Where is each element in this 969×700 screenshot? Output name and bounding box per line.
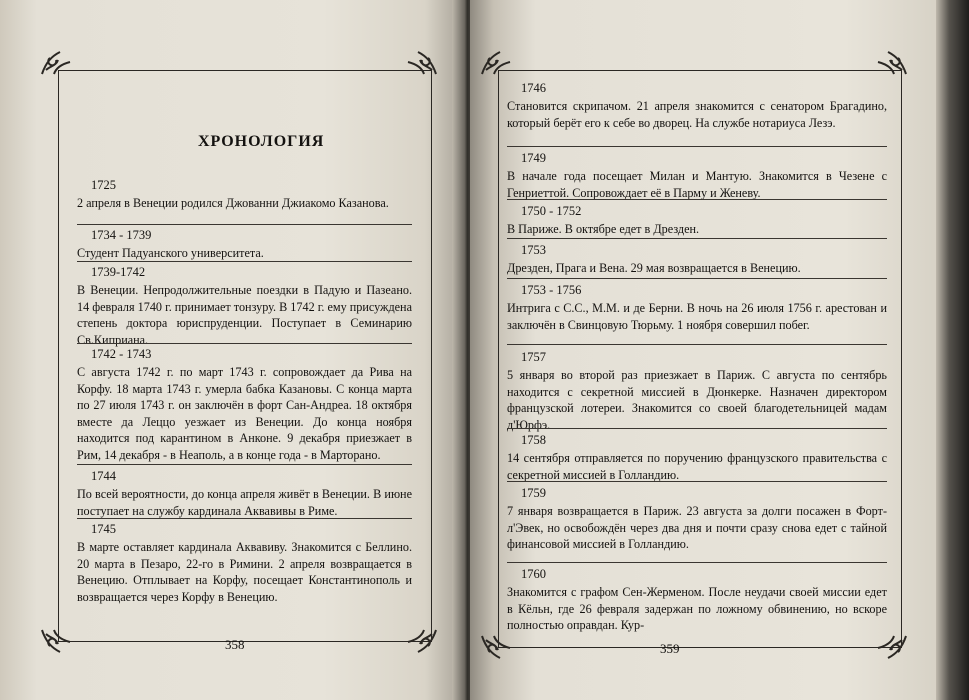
entry-text: В Париже. В октябре едет в Дрезден. [507, 222, 700, 236]
entry-year: 1739-1742 [91, 265, 146, 279]
flourish-ornament-icon [872, 48, 908, 76]
flourish-ornament-icon [40, 628, 76, 656]
entry-year: 1742 - 1743 [91, 347, 152, 361]
entry-year: 1760 [521, 567, 546, 581]
page-number: 359 [660, 641, 680, 656]
entry-divider [507, 146, 887, 147]
entry-divider [507, 344, 887, 345]
entry-text: 2 апреля в Венеции родился Джованни Джиакомо Казанова. [77, 196, 389, 210]
chronology-entry [77, 227, 412, 262]
book-edge [936, 0, 969, 700]
chronology-entry [77, 177, 412, 212]
entry-year: 1749 [521, 151, 546, 165]
chronology-entry [507, 150, 887, 201]
entry-divider [507, 481, 887, 482]
entry-text: Становится скрипачом. 21 апреля знакомится с сенатором Брагадино, который берёт его к себе во дворец. На службе нотариуса Лезэ. [507, 99, 887, 130]
flourish-ornament-icon [480, 48, 516, 76]
entry-text: С августа 1742 г. по март 1743 г. сопровождает да Рива на Корфу. 18 марта 1743 г. умерла бабка Казановы. С конца марта по 27 июля 1743 г. он заключён в форт Сан-Андреа. 18 октября вместе да Леццо уезжает из Венеции. До конца ноября находится под карантином в Анконе. 9 декабря приезжает в Рим, 14 декабря - в Неаполь, а в конце года - в Марторано. [77, 365, 412, 462]
entry-year: 1744 [91, 469, 116, 483]
page-number: 358 [225, 637, 245, 652]
entry-year: 1750 - 1752 [521, 204, 582, 218]
entry-divider [77, 518, 412, 519]
chronology-entry [77, 346, 412, 464]
entry-divider [77, 261, 412, 262]
chronology-entry [507, 242, 887, 277]
flourish-ornament-icon [402, 48, 438, 76]
left-page [0, 0, 462, 700]
entry-divider [507, 428, 887, 429]
chronology-entry [77, 521, 412, 605]
right-page [470, 0, 938, 700]
chronology-entry [77, 468, 412, 519]
chronology-entry [507, 485, 887, 553]
entry-divider [77, 464, 412, 465]
page-title: ХРОНОЛОГИЯ [198, 133, 325, 150]
entry-year: 1758 [521, 433, 546, 447]
flourish-ornament-icon [872, 634, 908, 662]
entry-text: 14 сентября отправляется по поручению французского правительства с секретной миссией в Голландию. [507, 451, 887, 482]
entry-divider [507, 278, 887, 279]
entry-year: 1745 [91, 522, 116, 536]
entry-text: По всей вероятности, до конца апреля живёт в Венеции. В июне поступает на службу кардинала Аквавивы в Риме. [77, 487, 412, 518]
chronology-entry [507, 432, 887, 483]
entry-year: 1759 [521, 486, 546, 500]
entry-text: В Венеции. Непродолжительные поездки в Падую и Пазеано. 14 февраля 1740 г. принимает тонзуру. В 1742 г. ему присуждена степень доктора юриспруденции. Поступает в Семинарию Св.Киприана. [77, 283, 412, 347]
entry-text: В начале года посещает Милан и Мантую. Знакомится в Чезене с Генриеттой. Сопровождает её в Парму и Женеву. [507, 169, 887, 200]
entry-divider [77, 343, 412, 344]
flourish-ornament-icon [480, 634, 516, 662]
entry-year: 1757 [521, 350, 546, 364]
entry-year: 1734 - 1739 [91, 228, 152, 242]
entry-text: Дрезден, Прага и Вена. 29 мая возвращается в Венецию. [507, 261, 801, 275]
chronology-entry [507, 566, 887, 634]
entry-year: 1725 [91, 178, 116, 192]
chronology-entry [507, 80, 887, 131]
chronology-entry [507, 349, 887, 433]
entry-divider [507, 238, 887, 239]
entry-text: Интрига с С.С., М.М. и де Берни. В ночь на 26 июля 1756 г. арестован и заключён в Свинцовую Тюрьму. 1 ноября совершил побег. [507, 301, 887, 332]
flourish-ornament-icon [40, 48, 76, 76]
chronology-entry [507, 282, 887, 333]
chronology-entry [77, 264, 412, 348]
entry-year: 1753 [521, 243, 546, 257]
chronology-entry [507, 203, 887, 238]
entry-year: 1746 [521, 81, 546, 95]
entry-text: Студент Падуанского университета. [77, 246, 264, 260]
entry-divider [507, 562, 887, 563]
flourish-ornament-icon [402, 628, 438, 656]
entry-text: В марте оставляет кардинала Аквавиву. Знакомится с Беллино. 20 марта в Пезаро, 22-го в Римини. 2 апреля возвращается в Венецию. Отплывает на Корфу, посещает Константинополь и возвращается через Корфу в Венецию. [77, 540, 412, 604]
entry-divider [507, 199, 887, 200]
entry-text: Знакомится с графом Сен-Жерменом. После неудачи своей миссии едет в Кёльн, где 26 февраля задержан по ложному обвинению, но вскоре полностью оправдан. Кур- [507, 585, 887, 633]
entry-text: 7 января возвращается в Париж. 23 августа за долги посажен в Форт-л'Эвек, но освобождён через два дня и почти сразу снова едет с тайной финансовой миссией в Голландию. [507, 504, 887, 552]
entry-year: 1753 - 1756 [521, 283, 582, 297]
entry-text: 5 января во второй раз приезжает в Париж. С августа по сентябрь находится с секретной миссией в Дюнкерке. Назначен директором французской лотереи. Знакомится со своей благодетельницей мадам д'Юрфэ. [507, 368, 887, 432]
entry-divider [77, 224, 412, 225]
